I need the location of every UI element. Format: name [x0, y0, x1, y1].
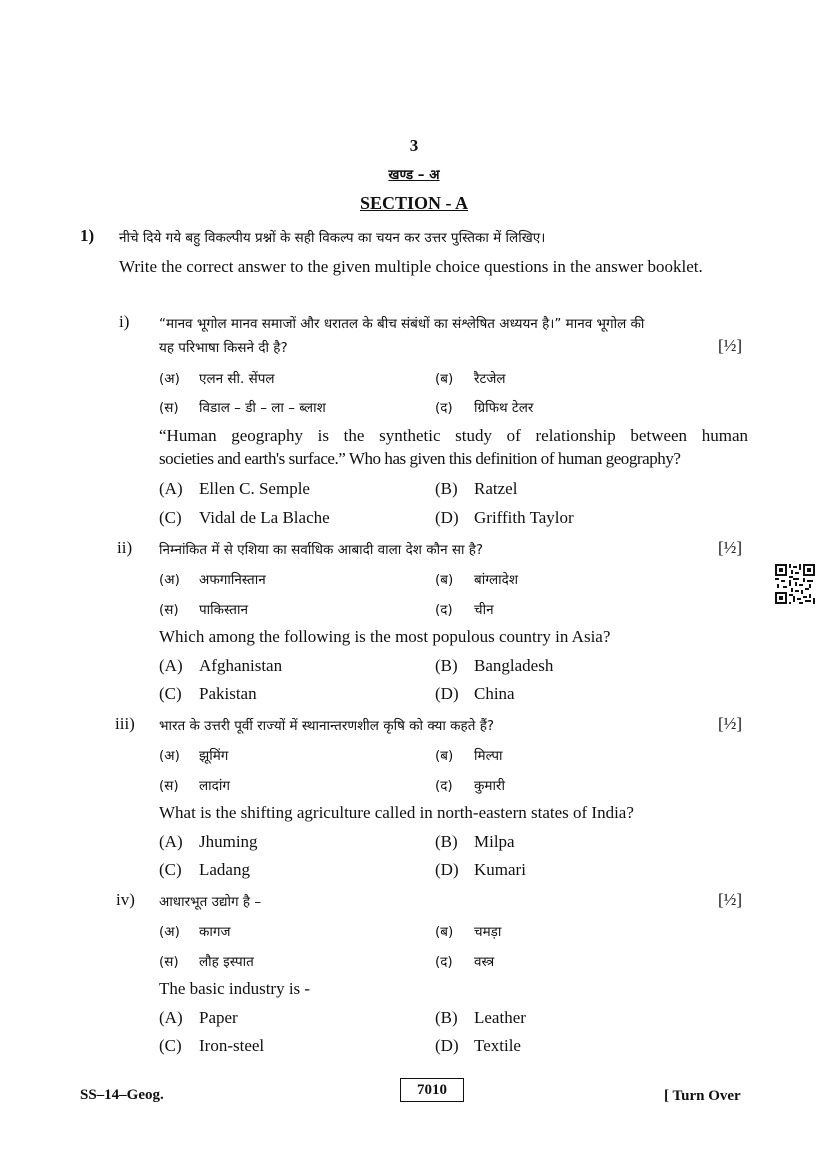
option-label: (ब) [435, 371, 454, 387]
option-label: (D) [435, 860, 459, 879]
option-text: चीन [474, 602, 494, 618]
paper-code: SS–14–Geog. [80, 1087, 164, 1103]
option-label: (A) [159, 832, 183, 851]
option-text: Ladang [199, 860, 250, 879]
marks: [½] [718, 336, 743, 355]
subquestion-number: i) [119, 312, 130, 331]
option-text: Afghanistan [199, 656, 283, 675]
option-text: कुमारी [474, 778, 505, 794]
option-label: (D) [435, 684, 459, 703]
subquestion-number: iii) [115, 714, 135, 733]
option-text: Jhuming [199, 832, 258, 851]
option-text: अफगानिस्तान [199, 572, 266, 588]
option-label: (अ) [159, 748, 180, 764]
option-label: (D) [435, 1036, 459, 1055]
option-text: Pakistan [199, 684, 257, 703]
marks: [½] [718, 538, 743, 557]
instruction-hindi: नीचे दिये गये बहु विकल्पीय प्रश्नों के सही विकल्प का चयन कर उत्तर पुस्तिका में लिखिए। [119, 230, 546, 246]
option-label: (B) [435, 1008, 458, 1027]
option-text: China [474, 684, 515, 703]
option-label: (द) [435, 602, 453, 618]
option-label: (A) [159, 1008, 183, 1027]
option-label: (C) [159, 508, 182, 527]
option-text: Ellen C. Semple [199, 479, 310, 498]
turn-over-label: [ Turn Over [664, 1088, 741, 1104]
option-label: (ब) [435, 572, 454, 588]
option-text: एलन सी. सेंपल [199, 371, 275, 387]
subquestion-number: iv) [116, 890, 135, 909]
section-title-hindi: खण्ड – अ [388, 167, 440, 183]
option-text: लादांग [199, 778, 230, 794]
marks: [½] [718, 714, 743, 733]
option-label: (ब) [435, 748, 454, 764]
option-label: (स) [159, 400, 179, 416]
option-label: (स) [159, 778, 179, 794]
option-text: Textile [474, 1036, 521, 1055]
subquestion-number: ii) [117, 538, 133, 557]
option-text: विडाल – डी – ला – ब्लाश [199, 400, 326, 416]
question-text-english: Which among the following is the most populous country in Asia? [159, 627, 611, 646]
option-text: वस्त्र [474, 954, 495, 970]
option-label: (द) [435, 778, 453, 794]
option-label: (ब) [435, 924, 454, 940]
option-label: (B) [435, 832, 458, 851]
option-text: रैटजेल [474, 371, 506, 387]
option-text: Bangladesh [474, 656, 554, 675]
option-label: (A) [159, 656, 183, 675]
question-text-english: The basic industry is - [159, 979, 311, 998]
option-text: Kumari [474, 860, 526, 879]
option-text: कागज [199, 924, 231, 940]
question-number: 1) [80, 226, 95, 245]
option-text: Paper [199, 1008, 238, 1027]
option-label: (C) [159, 860, 182, 879]
option-text: बांग्लादेश [474, 572, 518, 588]
question-text-english: “Human geography is the synthetic study of relationship between human [159, 426, 748, 445]
question-text-hindi: आधारभूत उद्योग है – [159, 894, 262, 910]
option-label: (अ) [159, 924, 180, 940]
option-label: (स) [159, 602, 179, 618]
option-label: (अ) [159, 572, 180, 588]
option-text: चमड़ा [474, 924, 502, 940]
option-label: (A) [159, 479, 183, 498]
instruction-english: Write the correct answer to the given multiple choice questions in the answer booklet. [119, 257, 703, 276]
question-text-english: societies and earth's surface.” Who has given this definition of human geography? [159, 449, 681, 468]
option-label: (C) [159, 1036, 182, 1055]
question-text-hindi: भारत के उत्तरी पूर्वी राज्यों में स्थानान्तरणशील कृषि को क्या कहते हैं? [159, 718, 495, 734]
qr-code-icon [775, 564, 815, 604]
option-text: झूमिंग [199, 748, 229, 764]
option-text: ग्रिफिथ टेलर [474, 400, 534, 416]
question-text-hindi: निम्नांकित में से एशिया का सर्वाधिक आबादी वाला देश कौन सा है? [159, 542, 484, 558]
option-text: Leather [474, 1008, 526, 1027]
option-label: (B) [435, 656, 458, 675]
question-text-hindi: “मानव भूगोल मानव समाजों और धरातल के बीच संबंधों का संश्लेषित अध्ययन है।” मानव भूगोल की [159, 316, 645, 332]
question-text-english: What is the shifting agriculture called in north-eastern states of India? [159, 803, 634, 822]
option-label: (D) [435, 508, 459, 527]
option-text: लौह इस्पात [199, 954, 254, 970]
serial-number: 7010 [400, 1078, 464, 1102]
option-label: (द) [435, 400, 453, 416]
option-text: Vidal de La Blache [199, 508, 330, 527]
option-text: Griffith Taylor [474, 508, 574, 527]
option-label: (अ) [159, 371, 180, 387]
section-title: SECTION - A [359, 193, 469, 213]
option-text: Milpa [474, 832, 515, 851]
option-label: (द) [435, 954, 453, 970]
option-label: (स) [159, 954, 179, 970]
marks: [½] [718, 890, 743, 909]
option-text: Iron-steel [199, 1036, 265, 1055]
option-text: मिल्पा [474, 748, 503, 764]
option-text: Ratzel [474, 479, 518, 498]
option-text: पाकिस्तान [199, 602, 248, 618]
question-text-hindi: यह परिभाषा किसने दी है? [159, 340, 288, 356]
option-label: (B) [435, 479, 458, 498]
option-label: (C) [159, 684, 182, 703]
page-number: 3 [409, 136, 419, 155]
